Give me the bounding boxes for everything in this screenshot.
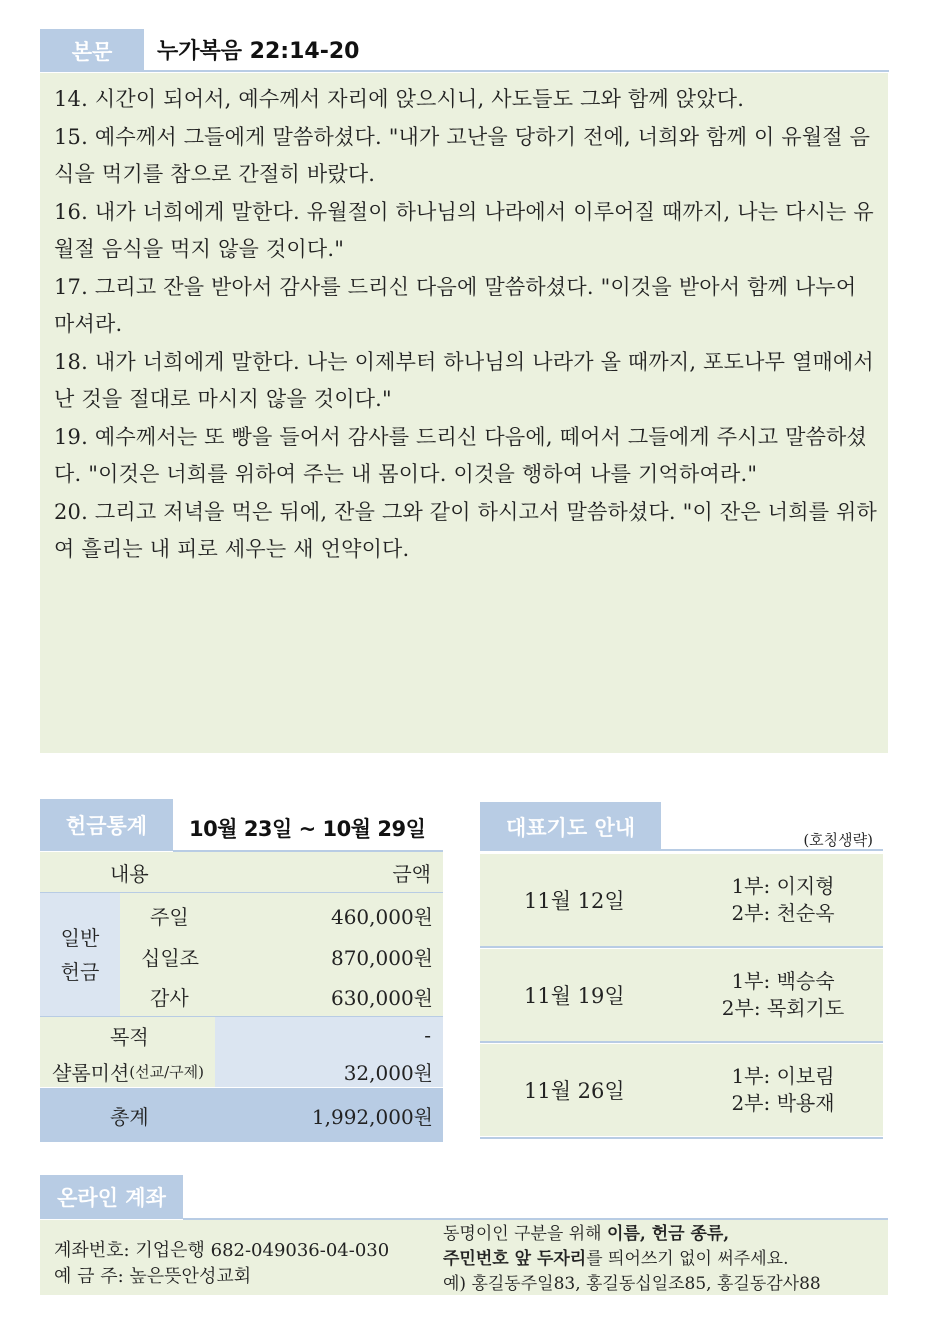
verse-14: 14. 시간이 되어서, 예수께서 자리에 앉으시니, 사도들도 그와 함께 앉았다. — [54, 87, 745, 111]
verse-list — [54, 81, 882, 569]
note-suffix: 를 띄어쓰기 없이 써주세요. — [586, 1249, 789, 1269]
general-offering-label — [40, 893, 120, 1016]
row-label-sunday: 주일 — [150, 904, 189, 929]
row-label-thanks: 감사 — [150, 985, 189, 1010]
offering-period: 10월 23일 ~ 10월 29일 — [189, 817, 426, 841]
prayer-second-service: 2부: 천순옥 — [731, 901, 835, 925]
shalom-label — [52, 1053, 204, 1089]
verse-15: 15. 예수께서 그들에게 말씀하셨다. "내가 고난을 당하기 전에, 너희와 함께 이 유월절 음식을 먹기를 참으로 간절히 바랐다. — [54, 124, 871, 186]
prayer-row — [480, 949, 883, 1041]
verse-17: 17. 그리고 잔을 받아서 감사를 드리신 다음에 말씀하셨다. "이것을 받아서 함께 나누어 마셔라. — [54, 274, 857, 336]
prayer-first-service: 1부: 백승숙 — [731, 969, 835, 993]
prayer-note: (호칭생략) — [803, 831, 873, 849]
online-panel — [40, 1220, 888, 1295]
prayer-names — [708, 1044, 858, 1136]
account-number: 계좌번호: 기업은행 682-049036-04-030 — [54, 1240, 390, 1261]
purpose-label: 목적 — [110, 1024, 149, 1049]
prayer-names — [708, 854, 858, 946]
prayer-first-service: 1부: 이지형 — [731, 874, 835, 898]
scripture-title: 누가복음 22:14-20 — [157, 39, 360, 64]
prayer-names — [708, 949, 858, 1041]
prayer-date: 11월 12일 — [524, 889, 625, 913]
offering-table — [40, 852, 443, 1142]
shalom-label-sub: (선교/구제) — [129, 1062, 204, 1081]
prayer-date: 11월 19일 — [524, 984, 625, 1008]
prayer-second-service: 2부: 목회기도 — [721, 996, 845, 1020]
total-amount: 1,992,000원 — [311, 1104, 433, 1129]
row-amount-sunday: 460,000원 — [330, 904, 433, 929]
verse-16: 16. 내가 너희에게 말한다. 유월절이 하나님의 나라에서 이루어질 때까지, 나는 다시는 유월절 음식을 먹지 않을 것이다." — [54, 199, 874, 261]
scripture-rule — [144, 70, 889, 72]
online-note — [443, 1222, 883, 1297]
note-prefix: 동명이인 구분을 위해 — [443, 1224, 608, 1244]
header-amount: 금액 — [392, 861, 431, 886]
shalom-label-main: 샬롬미션 — [52, 1060, 130, 1085]
row-label-tithe: 십일조 — [141, 945, 199, 970]
total-label: 총계 — [110, 1104, 149, 1129]
offering-tag: 헌금통계 — [40, 799, 173, 851]
prayer-table — [480, 852, 883, 1140]
verse-19: 19. 예수께서는 또 빵을 들어서 감사를 드리신 다음에, 떼어서 그들에게 주시고 말씀하셨다. "이것은 너희를 위하여 주는 내 몸이다. 이것을 행하여 나를 기억하여라." — [54, 424, 868, 486]
row-amount-thanks: 630,000원 — [330, 985, 433, 1010]
scripture-tag: 본문 — [40, 29, 144, 72]
shalom-amount: 32,000원 — [343, 1060, 433, 1085]
note-bold-2: 주민번호 앞 두자리 — [443, 1249, 587, 1269]
note-example: 예) 홍길동주일83, 홍길동십일조85, 홍길동감사88 — [443, 1274, 821, 1294]
prayer-first-service: 1부: 이보림 — [731, 1064, 835, 1088]
prayer-row — [480, 854, 883, 946]
prayer-second-service: 2부: 박용재 — [731, 1091, 835, 1115]
prayer-row — [480, 1044, 883, 1136]
verse-18: 18. 내가 너희에게 말한다. 나는 이제부터 하나님의 나라가 올 때까지, 포도나무 열매에서 난 것을 절대로 마시지 않을 것이다." — [54, 349, 874, 411]
general-label-line2: 헌금 — [60, 959, 100, 984]
prayer-rule — [661, 849, 883, 851]
general-label-line1: 일반 — [60, 925, 100, 950]
prayer-tag: 대표기도 안내 — [480, 802, 661, 851]
note-bold-1: 이름, 헌금 종류, — [607, 1224, 730, 1244]
purpose-amount: - — [424, 1023, 431, 1047]
verse-20: 20. 그리고 저녁을 먹은 뒤에, 잔을 그와 같이 하시고서 말씀하셨다. "이 잔은 너희를 위하여 흘리는 내 피로 세우는 새 언약이다. — [54, 499, 878, 561]
account-holder: 예 금 주: 높은뜻안성교회 — [54, 1266, 252, 1287]
prayer-date: 11월 26일 — [524, 1079, 625, 1103]
online-tag: 온라인 계좌 — [40, 1175, 183, 1219]
header-item: 내용 — [110, 861, 149, 886]
scripture-panel — [40, 73, 888, 753]
row-amount-tithe: 870,000원 — [330, 945, 433, 970]
